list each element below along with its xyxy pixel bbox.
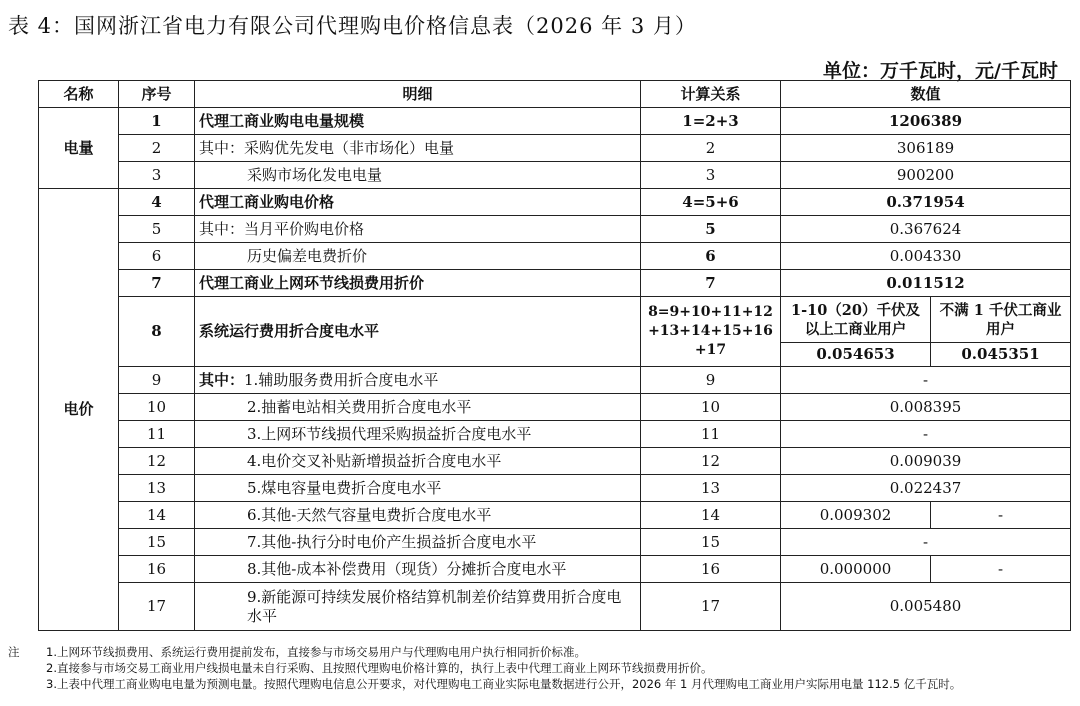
row-seq: 14 bbox=[119, 502, 195, 529]
footnote-line: 2.直接参与市场交易工商业用户线损电量未自行采购、且按照代理购电价格计算的，执行上表中代理工商业上网环节线损费用折价。 bbox=[46, 661, 713, 675]
row-calc: 6 bbox=[641, 243, 781, 270]
group-quantity: 电量 bbox=[39, 108, 119, 189]
row-value-high-voltage: 0.000000 bbox=[781, 556, 931, 583]
row-calc: 12 bbox=[641, 448, 781, 475]
row-seq: 5 bbox=[119, 216, 195, 243]
row-calc: 1=2+3 bbox=[641, 108, 781, 135]
row-detail: 6.其他-天然气容量电费折合度电水平 bbox=[195, 502, 641, 529]
row-calc: 3 bbox=[641, 162, 781, 189]
row-value: 0.005480 bbox=[781, 583, 1071, 631]
row-detail: 采购市场化发电电量 bbox=[195, 162, 641, 189]
row-calc: 11 bbox=[641, 421, 781, 448]
row-value-high-voltage: 0.054653 bbox=[781, 343, 931, 367]
row-value: 0.004330 bbox=[781, 243, 1071, 270]
row-calc: 10 bbox=[641, 394, 781, 421]
table-row bbox=[39, 502, 1071, 529]
table-row bbox=[39, 421, 1071, 448]
row-detail: 其中：当月平价购电价格 bbox=[195, 216, 641, 243]
footnote-tag: 注 bbox=[8, 645, 20, 659]
row-value: 0.008395 bbox=[781, 394, 1071, 421]
table-row bbox=[39, 162, 1071, 189]
row-seq: 13 bbox=[119, 475, 195, 502]
row-calc: 8=9+10+11+12+13+14+15+16+17 bbox=[641, 297, 781, 367]
table-row bbox=[39, 394, 1071, 421]
row-detail: 4.电价交叉补贴新增损益折合度电水平 bbox=[195, 448, 641, 475]
table-title: 表 4：国网浙江省电力有限公司代理购电价格信息表（2026 年 3 月） bbox=[8, 14, 697, 38]
row-detail-text: 1.辅助服务费用折合度电水平 bbox=[244, 370, 439, 389]
header-row bbox=[39, 81, 1071, 108]
row-detail: 3.上网环节线损代理采购损益折合度电水平 bbox=[195, 421, 641, 448]
row-calc: 16 bbox=[641, 556, 781, 583]
row-seq: 11 bbox=[119, 421, 195, 448]
row-detail-prefix: 其中： bbox=[199, 370, 245, 389]
table-row bbox=[39, 297, 1071, 343]
table-row bbox=[39, 243, 1071, 270]
row-seq: 16 bbox=[119, 556, 195, 583]
table-row bbox=[39, 135, 1071, 162]
row-value-low-voltage: 0.045351 bbox=[931, 343, 1071, 367]
row-value: 0.022437 bbox=[781, 475, 1071, 502]
row-calc: 17 bbox=[641, 583, 781, 631]
subheader-low-voltage: 不满 1 千伏工商业用户 bbox=[931, 297, 1071, 343]
table-row bbox=[39, 367, 1071, 394]
row-calc: 5 bbox=[641, 216, 781, 243]
row-seq: 10 bbox=[119, 394, 195, 421]
table-row bbox=[39, 583, 1071, 631]
footnote-line: 1.上网环节线损费用、系统运行费用提前发布，直接参与市场交易用户与代理购电用户执行相同折价标准。 bbox=[46, 645, 586, 659]
row-seq: 1 bbox=[119, 108, 195, 135]
row-value: 0.371954 bbox=[781, 189, 1071, 216]
row-detail: 2.抽蓄电站相关费用折合度电水平 bbox=[195, 394, 641, 421]
row-detail: 5.煤电容量电费折合度电水平 bbox=[195, 475, 641, 502]
header-calc: 计算关系 bbox=[641, 81, 781, 108]
row-value: 0.367624 bbox=[781, 216, 1071, 243]
row-detail: 代理工商业上网环节线损费用折价 bbox=[195, 270, 641, 297]
row-value: 0.009039 bbox=[781, 448, 1071, 475]
subheader-high-voltage: 1-10（20）千伏及以上工商业用户 bbox=[781, 297, 931, 343]
table-row bbox=[39, 189, 1071, 216]
footnote-line: 3.上表中代理工商业购电电量为预测电量。按照代理购电信息公开要求，对代理购电工商业实际电量数据进行公开，2026 年 1 月代理购电工商业用户实际用电量 112.5 亿千瓦时。 bbox=[46, 677, 962, 691]
row-calc: 2 bbox=[641, 135, 781, 162]
row-value-low-voltage: - bbox=[931, 502, 1071, 529]
row-seq: 8 bbox=[119, 297, 195, 367]
unit-label: 单位：万千瓦时，元/千瓦时 bbox=[823, 60, 1058, 82]
row-seq: 3 bbox=[119, 162, 195, 189]
row-seq: 6 bbox=[119, 243, 195, 270]
price-info-table bbox=[38, 80, 1071, 631]
row-detail: 8.其他-成本补偿费用（现货）分摊折合度电水平 bbox=[195, 556, 641, 583]
table-row bbox=[39, 475, 1071, 502]
row-calc: 14 bbox=[641, 502, 781, 529]
row-detail: 其中：采购优先发电（非市场化）电量 bbox=[195, 135, 641, 162]
row-detail: 代理工商业购电电量规模 bbox=[195, 108, 641, 135]
row-seq: 17 bbox=[119, 583, 195, 631]
table-row bbox=[39, 270, 1071, 297]
row-calc: 4=5+6 bbox=[641, 189, 781, 216]
row-calc: 9 bbox=[641, 367, 781, 394]
row-seq: 2 bbox=[119, 135, 195, 162]
header-seq: 序号 bbox=[119, 81, 195, 108]
row-seq: 9 bbox=[119, 367, 195, 394]
row-calc: 13 bbox=[641, 475, 781, 502]
header-detail: 明细 bbox=[195, 81, 641, 108]
row-value-low-voltage: - bbox=[931, 556, 1071, 583]
row-seq: 4 bbox=[119, 189, 195, 216]
row-calc: 15 bbox=[641, 529, 781, 556]
row-value: - bbox=[781, 529, 1071, 556]
row-detail: 系统运行费用折合度电水平 bbox=[195, 297, 641, 367]
group-price: 电价 bbox=[39, 189, 119, 631]
row-detail: 代理工商业购电价格 bbox=[195, 189, 641, 216]
row-detail: 9.新能源可持续发展价格结算机制差价结算费用折合度电水平 bbox=[195, 583, 641, 631]
table-row bbox=[39, 556, 1071, 583]
table-row bbox=[39, 216, 1071, 243]
table-row bbox=[39, 108, 1071, 135]
table-row bbox=[39, 529, 1071, 556]
row-calc: 7 bbox=[641, 270, 781, 297]
row-value: - bbox=[781, 367, 1071, 394]
header-name: 名称 bbox=[39, 81, 119, 108]
row-seq: 7 bbox=[119, 270, 195, 297]
row-value: 306189 bbox=[781, 135, 1071, 162]
row-value: 1206389 bbox=[781, 108, 1071, 135]
row-seq: 15 bbox=[119, 529, 195, 556]
row-value: 900200 bbox=[781, 162, 1071, 189]
footnotes bbox=[8, 644, 961, 692]
row-value: 0.011512 bbox=[781, 270, 1071, 297]
table-row bbox=[39, 448, 1071, 475]
row-detail: 7.其他-执行分时电价产生损益折合度电水平 bbox=[195, 529, 641, 556]
row-seq: 12 bbox=[119, 448, 195, 475]
row-value-high-voltage: 0.009302 bbox=[781, 502, 931, 529]
row-detail: 历史偏差电费折价 bbox=[195, 243, 641, 270]
row-value: - bbox=[781, 421, 1071, 448]
row-detail bbox=[195, 367, 641, 394]
header-value: 数值 bbox=[781, 81, 1071, 108]
